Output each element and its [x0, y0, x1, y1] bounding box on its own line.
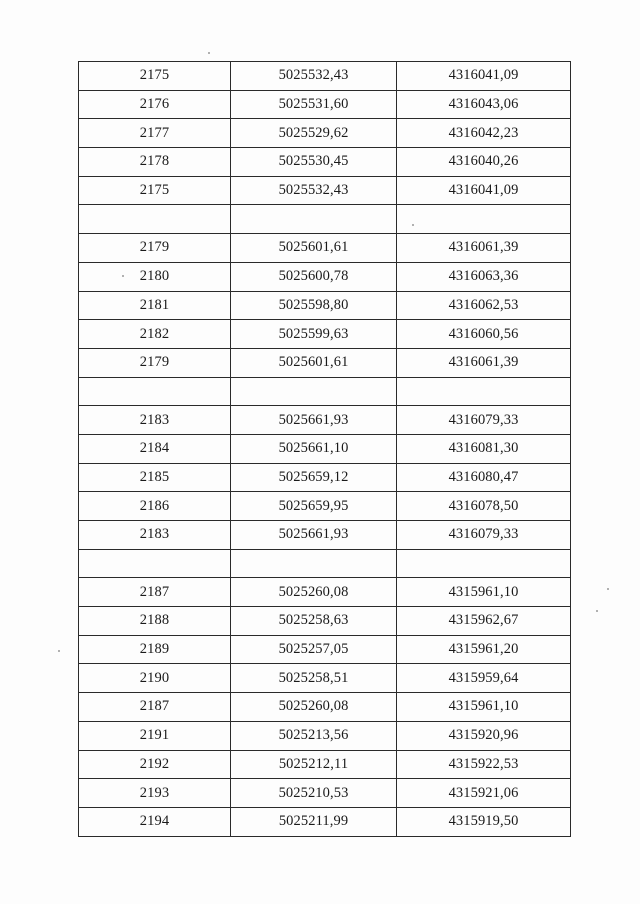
x-coordinate-cell: 5025257,05: [231, 635, 397, 664]
scan-speck: [58, 650, 60, 652]
y-coordinate-cell: 4316062,53: [397, 291, 571, 320]
x-coordinate-cell: 5025258,51: [231, 664, 397, 693]
y-coordinate-cell: 4315920,96: [397, 721, 571, 750]
x-coordinate-cell: 5025661,93: [231, 521, 397, 550]
point-number-cell: 2175: [79, 176, 231, 205]
table-row: [79, 148, 571, 177]
point-number-cell: 2188: [79, 607, 231, 636]
point-number-cell: 2189: [79, 635, 231, 664]
y-coordinate-cell: 4315922,53: [397, 750, 571, 779]
table-row: [79, 607, 571, 636]
y-coordinate-cell: 4316078,50: [397, 492, 571, 521]
x-coordinate-cell: 5025598,80: [231, 291, 397, 320]
point-number-cell: 2176: [79, 90, 231, 119]
table-row: [79, 721, 571, 750]
y-coordinate-cell: 4315961,20: [397, 635, 571, 664]
x-coordinate-cell: 5025661,93: [231, 406, 397, 435]
table-row: [79, 291, 571, 320]
y-coordinate-cell: 4315959,64: [397, 664, 571, 693]
y-coordinate-cell: 4315962,67: [397, 607, 571, 636]
y-coordinate-cell: 4315921,06: [397, 779, 571, 808]
table-row: [79, 521, 571, 550]
table-row: [79, 492, 571, 521]
table-row: [79, 176, 571, 205]
x-coordinate-cell: 5025530,45: [231, 148, 397, 177]
y-coordinate-cell: 4315961,10: [397, 578, 571, 607]
y-coordinate-cell: 4316040,26: [397, 148, 571, 177]
table-row: [79, 693, 571, 722]
point-number-cell: 2175: [79, 62, 231, 91]
table-row: [79, 635, 571, 664]
table-row: [79, 779, 571, 808]
point-number-cell: 2184: [79, 434, 231, 463]
y-coordinate-cell: 4316061,39: [397, 348, 571, 377]
y-coordinate-cell: 4316079,33: [397, 521, 571, 550]
y-coordinate-cell: [397, 377, 571, 406]
x-coordinate-cell: 5025211,99: [231, 807, 397, 836]
x-coordinate-cell: [231, 377, 397, 406]
x-coordinate-cell: 5025531,60: [231, 90, 397, 119]
separator-row: [79, 205, 571, 234]
coordinates-table-body: [79, 62, 571, 837]
point-number-cell: 2183: [79, 406, 231, 435]
table-row: [79, 320, 571, 349]
separator-row: [79, 377, 571, 406]
table-row: [79, 234, 571, 263]
x-coordinate-cell: 5025659,95: [231, 492, 397, 521]
point-number-cell: [79, 377, 231, 406]
x-coordinate-cell: 5025659,12: [231, 463, 397, 492]
coordinates-table: [78, 61, 571, 837]
point-number-cell: 2178: [79, 148, 231, 177]
point-number-cell: 2186: [79, 492, 231, 521]
x-coordinate-cell: 5025601,61: [231, 234, 397, 263]
y-coordinate-cell: [397, 549, 571, 578]
table-row: [79, 90, 571, 119]
point-number-cell: 2194: [79, 807, 231, 836]
y-coordinate-cell: 4316060,56: [397, 320, 571, 349]
point-number-cell: [79, 549, 231, 578]
y-coordinate-cell: 4316081,30: [397, 434, 571, 463]
point-number-cell: 2179: [79, 348, 231, 377]
y-coordinate-cell: 4316041,09: [397, 176, 571, 205]
point-number-cell: 2192: [79, 750, 231, 779]
y-coordinate-cell: 4316061,39: [397, 234, 571, 263]
point-number-cell: 2191: [79, 721, 231, 750]
y-coordinate-cell: 4315919,50: [397, 807, 571, 836]
table-row: [79, 664, 571, 693]
point-number-cell: 2187: [79, 693, 231, 722]
y-coordinate-cell: [397, 205, 571, 234]
x-coordinate-cell: 5025210,53: [231, 779, 397, 808]
point-number-cell: 2187: [79, 578, 231, 607]
x-coordinate-cell: 5025600,78: [231, 262, 397, 291]
point-number-cell: 2193: [79, 779, 231, 808]
table-row: [79, 807, 571, 836]
x-coordinate-cell: 5025212,11: [231, 750, 397, 779]
x-coordinate-cell: 5025260,08: [231, 693, 397, 722]
x-coordinate-cell: 5025661,10: [231, 434, 397, 463]
table-row: [79, 578, 571, 607]
point-number-cell: 2177: [79, 119, 231, 148]
table-row: [79, 463, 571, 492]
table-row: [79, 406, 571, 435]
table-row: [79, 434, 571, 463]
point-number-cell: 2179: [79, 234, 231, 263]
table-row: [79, 750, 571, 779]
scan-speck: [596, 610, 598, 612]
y-coordinate-cell: 4316042,23: [397, 119, 571, 148]
point-number-cell: 2183: [79, 521, 231, 550]
x-coordinate-cell: [231, 205, 397, 234]
scan-speck: [208, 52, 210, 54]
y-coordinate-cell: 4316041,09: [397, 62, 571, 91]
point-number-cell: 2185: [79, 463, 231, 492]
table-row: [79, 262, 571, 291]
point-number-cell: 2180: [79, 262, 231, 291]
x-coordinate-cell: 5025260,08: [231, 578, 397, 607]
x-coordinate-cell: 5025601,61: [231, 348, 397, 377]
x-coordinate-cell: 5025532,43: [231, 62, 397, 91]
x-coordinate-cell: 5025529,62: [231, 119, 397, 148]
y-coordinate-cell: 4316079,33: [397, 406, 571, 435]
table-row: [79, 119, 571, 148]
point-number-cell: [79, 205, 231, 234]
y-coordinate-cell: 4315961,10: [397, 693, 571, 722]
table-row: [79, 62, 571, 91]
x-coordinate-cell: 5025213,56: [231, 721, 397, 750]
x-coordinate-cell: 5025599,63: [231, 320, 397, 349]
point-number-cell: 2182: [79, 320, 231, 349]
y-coordinate-cell: 4316080,47: [397, 463, 571, 492]
scan-speck: [607, 588, 609, 590]
y-coordinate-cell: 4316043,06: [397, 90, 571, 119]
point-number-cell: 2181: [79, 291, 231, 320]
y-coordinate-cell: 4316063,36: [397, 262, 571, 291]
x-coordinate-cell: [231, 549, 397, 578]
x-coordinate-cell: 5025532,43: [231, 176, 397, 205]
point-number-cell: 2190: [79, 664, 231, 693]
table-row: [79, 348, 571, 377]
separator-row: [79, 549, 571, 578]
x-coordinate-cell: 5025258,63: [231, 607, 397, 636]
